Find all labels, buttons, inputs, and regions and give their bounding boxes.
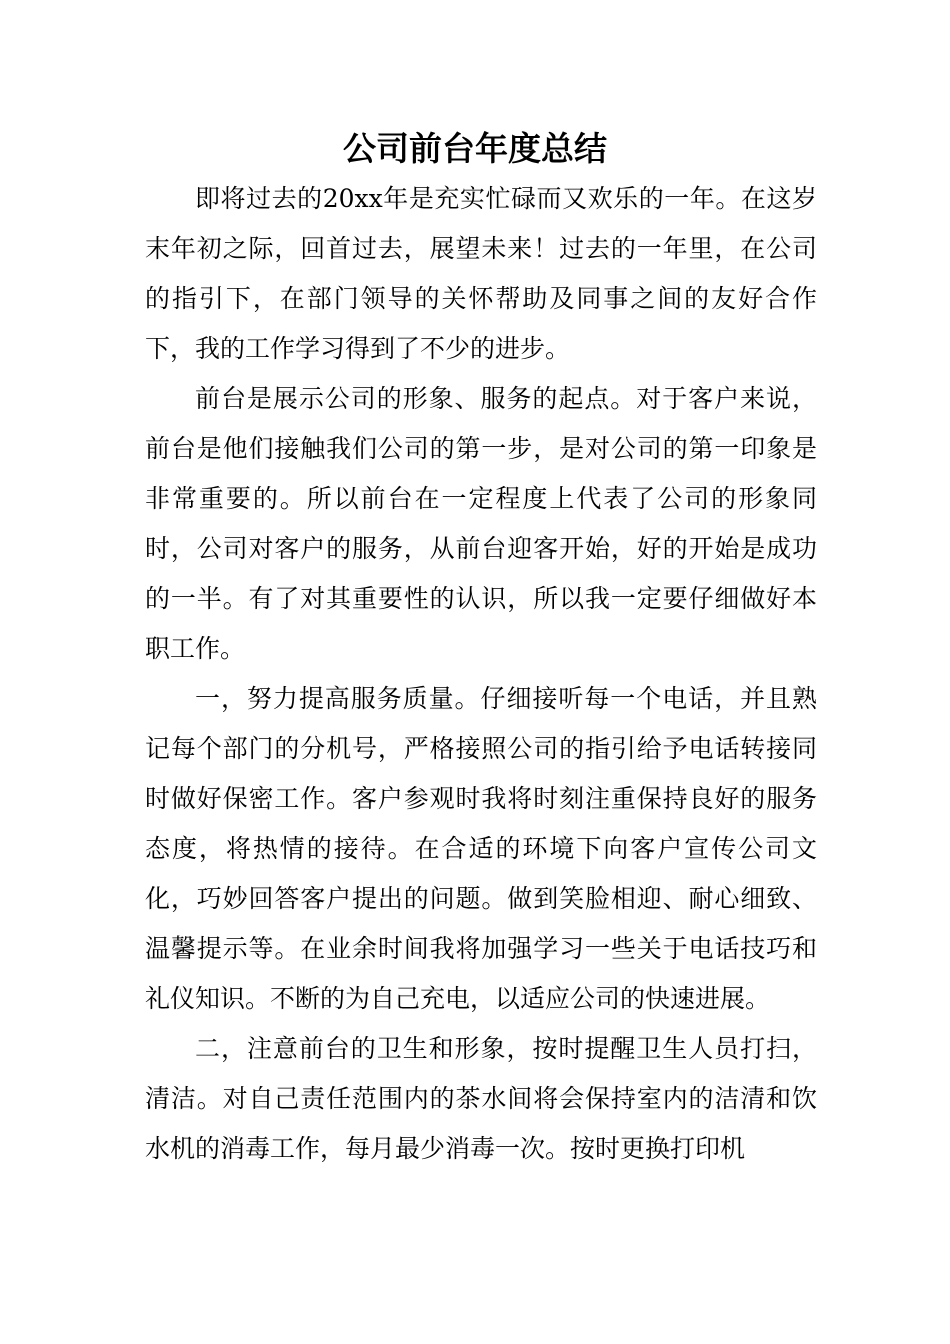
paragraph-2: 前台是展示公司的形象、服务的起点。对于客户来说，前台是他们接触我们公司的第一步，是对公司的第一印象是非常重要的。所以前台在一定程度上代表了公司的形象同时，公司对客户的服务，从前台迎客开始，好的开始是成功的一半。有了对其重要性的认识，所以我一定要仔细做好本职工作。 [145,384,817,663]
paragraph-3: 一，努力提高服务质量。仔细接听每一个电话，并且熟记每个部门的分机号，严格接照公司的指引给予电话转接同时做好保密工作。客户参观时我将时刻注重保持良好的服务态度，将热情的接待。在合适的环境下向客户宣传公司文化，巧妙回答客户提出的问题。做到笑脸相迎、耐心细致、温馨提示等。在业余时间我将加强学习一些关于电话技巧和礼仪知识。不断的为自己充电，以适应公司的快速进展。 [145,684,817,1013]
paragraph-1: 即将过去的20xx年是充实忙碌而又欢乐的一年。在这岁末年初之际，回首过去，展望未来！过去的一年里，在公司的指引下，在部门领导的关怀帮助及同事之间的友好合作下，我的工作学习得到了不少的进步。 [145,184,817,363]
document-body [145,174,817,1174]
document-title: 公司前台年度总结 [343,129,607,168]
paragraph-4: 二，注意前台的卫生和形象，按时提醒卫生人员打扫，清洁。对自己责任范围内的茶水间将会保持室内的洁清和饮水机的消毒工作，每月最少消毒一次。按时更换打印机 [145,1034,817,1163]
